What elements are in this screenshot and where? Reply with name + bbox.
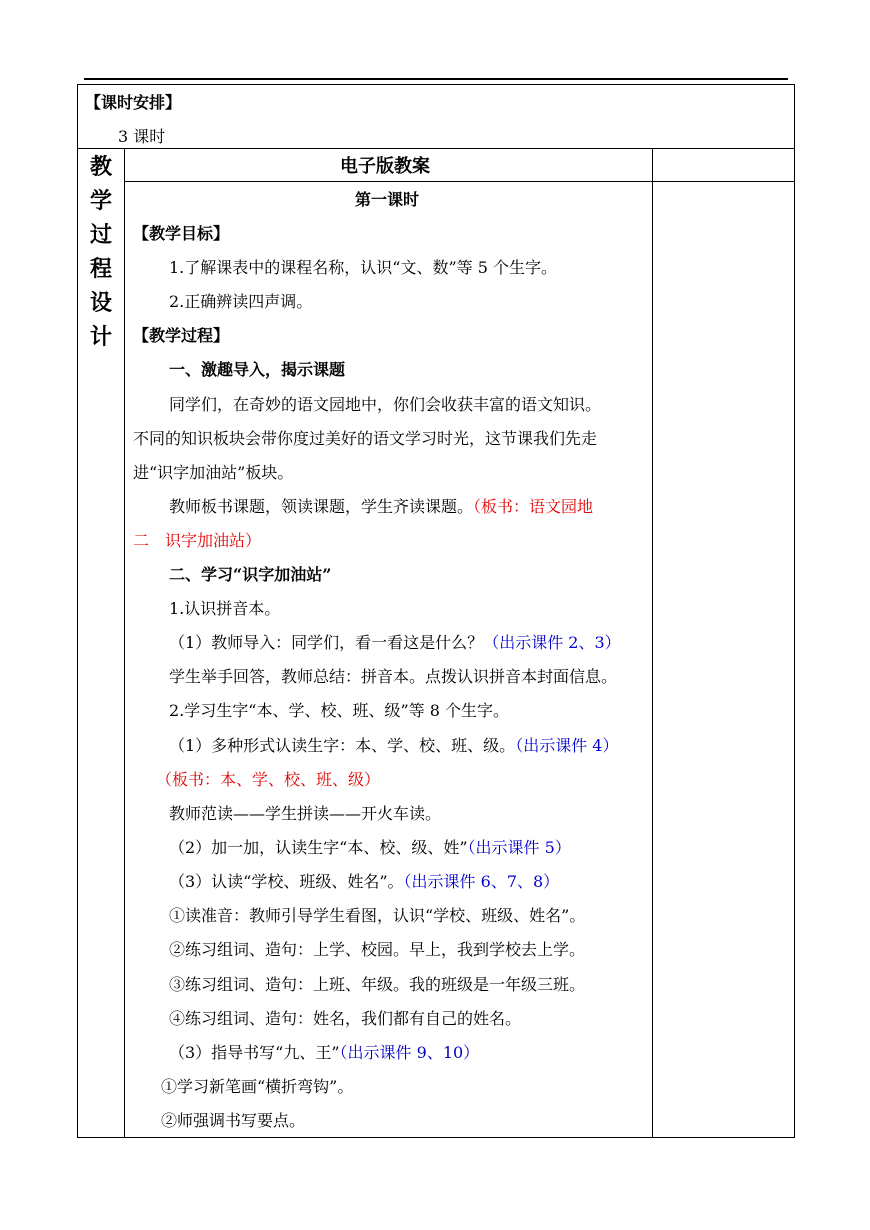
body-text: （3）认读“学校、班级、姓名”。: [169, 872, 404, 891]
body-line: [169, 1043, 479, 1063]
body-line: ①读准音：教师引导学生看图，认识“学校、班级、姓名”。: [169, 906, 586, 925]
body-line: 不同的知识板块会带你度过美好的语文学习时光，这节课我们先走: [133, 429, 598, 448]
board-note: （板书：本、学、校、班、级）: [156, 770, 381, 789]
lesson-title: 第一课时: [355, 190, 420, 209]
courseware-note: （出示课件 5）: [467, 838, 571, 857]
body-line: 2.学习生字“本、学、校、班、级”等 8 个生字。: [169, 701, 509, 720]
side-char: 过: [89, 222, 112, 248]
body-line: ②练习组词、造句：上学、校园。早上，我到学校去上学。: [169, 940, 586, 959]
courseware-note: （出示课件 9、10）: [339, 1043, 480, 1062]
subsection-heading: 一、激趣导入，揭示课题: [169, 360, 346, 379]
schedule-heading: 【课时安排】: [85, 93, 182, 112]
side-char: 计: [89, 324, 112, 350]
body-text: （3）指导书写“九、王”: [169, 1043, 340, 1062]
body-line: ④练习组词、造句：姓名，我们都有自己的姓名。: [169, 1009, 522, 1028]
side-char: 设: [89, 290, 112, 316]
side-char: 教: [89, 154, 112, 180]
body-line: ③练习组词、造句：上班、年级。我的班级是一年级三班。: [169, 975, 586, 994]
body-line: [169, 633, 621, 653]
board-note: 二 识字加油站）: [133, 531, 262, 550]
table-divider: [124, 181, 795, 182]
body-line: [169, 872, 559, 892]
section-heading: 【教学目标】: [133, 224, 230, 243]
board-note: （板书：语文园地: [473, 497, 594, 516]
body-line: [169, 838, 571, 858]
table-divider: [77, 148, 795, 149]
body-line: 2.正确辨读四声调。: [169, 292, 313, 311]
body-line: 进“识字加油站”板块。: [133, 463, 294, 482]
courseware-note: （出示课件 6、7、8）: [403, 872, 560, 891]
header-rule: [84, 78, 788, 80]
body-line: 学生举手回答，教师总结：拼音本。点拨认识拼音本封面信息。: [169, 667, 618, 686]
body-line: ①学习新笔画“横折弯钩”。: [161, 1077, 354, 1096]
body-line: 1.认识拼音本。: [169, 599, 281, 618]
body-text: （1）多种形式认读生字：本、学、校、班、级。: [169, 736, 516, 755]
courseware-note: （出示课件 4）: [515, 736, 619, 755]
section-heading: 【教学过程】: [133, 326, 230, 345]
body-line: 同学们，在奇妙的语文园地中，你们会收获丰富的语文知识。: [169, 395, 602, 414]
table-title: 电子版教案: [340, 156, 430, 177]
table-divider: [652, 148, 653, 1138]
body-line: 1.了解课表中的课程名称，认识“文、数”等 5 个生字。: [169, 258, 557, 277]
body-text: 教师板书课题，领读课题，学生齐读课题。: [169, 497, 474, 516]
side-char: 学: [89, 188, 112, 214]
body-text: （2）加一加，认读生字“本、校、级、姓”: [169, 838, 468, 857]
body-line: [169, 497, 593, 517]
side-char: 程: [89, 256, 112, 282]
subsection-heading: 二、学习“识字加油站”: [169, 565, 332, 584]
body-line: 教师范读——学生拼读——开火车读。: [169, 804, 442, 823]
body-text: （1）教师导入：同学们，看一看这是什么？: [169, 633, 484, 652]
courseware-note: （出示课件 2、3）: [483, 633, 621, 652]
side-label: [87, 150, 115, 354]
schedule-value: 3 课时: [118, 127, 166, 146]
table-divider: [124, 148, 125, 1138]
body-line: [169, 736, 618, 756]
body-line: ②师强调书写要点。: [161, 1111, 306, 1130]
